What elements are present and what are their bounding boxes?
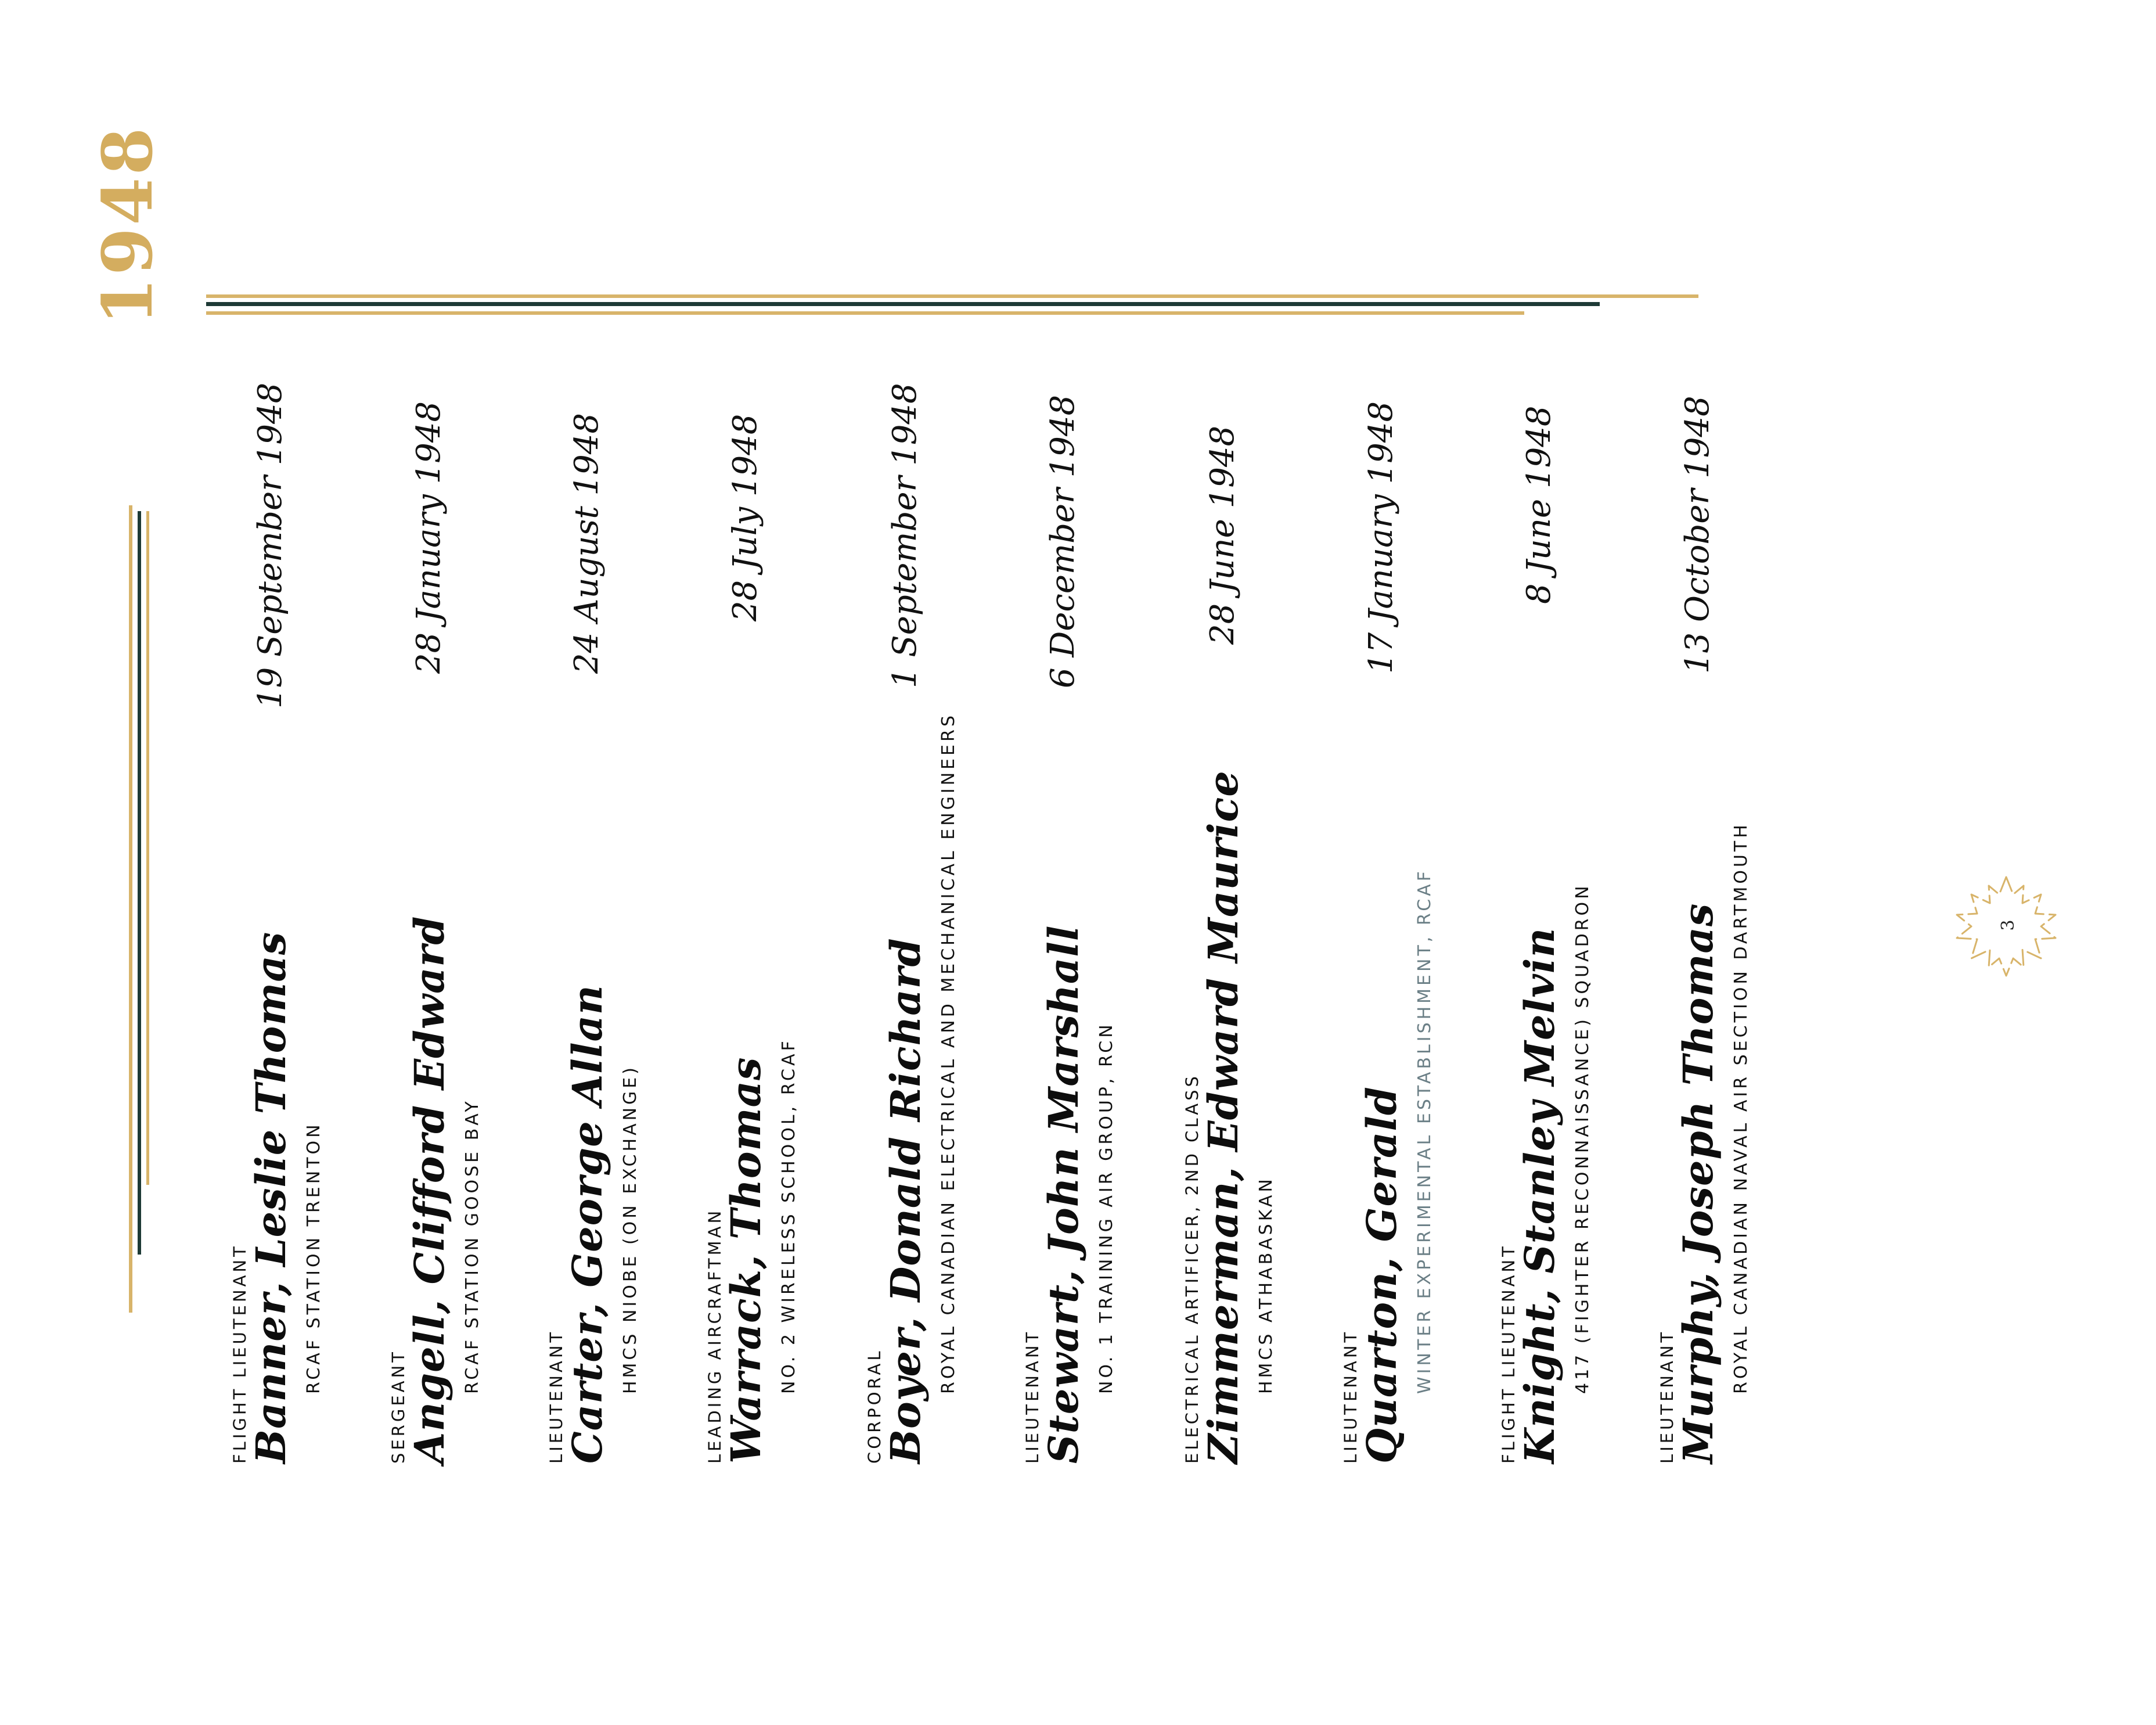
entry-name: Knight, Stanley Melvin [1516,927,1564,1464]
entry-rank: CORPORAL [865,1348,884,1464]
entry-name: Murphy, Joseph Thomas [1674,903,1722,1464]
entry-unit: NO. 2 WIRELESS SCHOOL, RCAF [779,1038,799,1394]
left-gold-rule-long [129,505,132,1313]
entry-date: 28 July 1948 [726,414,764,621]
entry-unit: ROYAL CANADIAN ELECTRICAL AND MECHANICAL ENGINEERS [938,713,959,1394]
entry-rank: FLIGHT LIEUTENANT [230,1244,250,1464]
entry-rank: SERGEANT [388,1349,408,1464]
entry-name: Banner, Leslie Thomas [247,931,295,1464]
left-gold-rule-short [146,511,149,1185]
top-dark-rule [206,302,1600,306]
entry-unit: HMCS ATHABASKAN [1256,1176,1276,1394]
entry-date: 6 December 1948 [1044,394,1082,688]
page-number: 3 [1998,919,2018,931]
top-gold-rule-short [206,311,1524,315]
entry-rank: LIEUTENANT [1341,1329,1360,1464]
entry-name: Carter, George Allan [563,984,611,1464]
entry-name: Stewart, John Marshall [1039,925,1088,1464]
entry-date: 13 October 1948 [1679,396,1716,674]
entry-unit: NO. 1 TRAINING AIR GROUP, RCN [1096,1022,1117,1394]
entry-name: Boyer, Donald Richard [881,937,930,1464]
left-dark-rule [138,511,141,1255]
top-gold-rule-long [206,294,1698,298]
entry-rank: LIEUTENANT [546,1329,566,1464]
entry-date: 28 January 1948 [410,401,448,674]
entry-rank: LIEUTENANT [1657,1329,1677,1464]
entry-date: 1 September 1948 [886,383,924,688]
entry-date: 28 June 1948 [1204,425,1241,645]
entry-date: 24 August 1948 [568,412,606,674]
entry-unit: RCAF STATION TRENTON [304,1122,324,1394]
entry-unit: ROYAL CANADIAN NAVAL AIR SECTION DARTMOUTH [1731,822,1751,1394]
entry-unit: WINTER EXPERIMENTAL ESTABLISHMENT, RCAF [1414,868,1435,1394]
entry-date: 19 September 1948 [251,382,289,709]
entry-unit: RCAF STATION GOOSE BAY [462,1098,483,1394]
entry-rank: FLIGHT LIEUTENANT [1499,1244,1518,1464]
entry-unit: 417 (FIGHTER RECONNAISSANCE) SQUADRON [1572,883,1593,1394]
entry-name: Angell, Clifford Edward [405,915,453,1464]
entry-rank: LIEUTENANT [1023,1329,1042,1464]
entry-unit: HMCS NIOBE (ON EXCHANGE) [620,1065,640,1394]
entry-name: Quarton, Gerald [1358,1086,1406,1464]
entry-rank: ELECTRICAL ARTIFICER, 2ND CLASS [1182,1073,1202,1464]
entry-date: 17 January 1948 [1362,401,1400,674]
entry-name: Warrack, Thomas [722,1056,770,1464]
entry-date: 8 June 1948 [1520,405,1558,604]
year-heading: 1948 [87,125,168,325]
entry-rank: LEADING AIRCRAFTMAN [705,1208,725,1464]
entry-name: Zimmerman, Edward Maurice [1199,770,1247,1464]
